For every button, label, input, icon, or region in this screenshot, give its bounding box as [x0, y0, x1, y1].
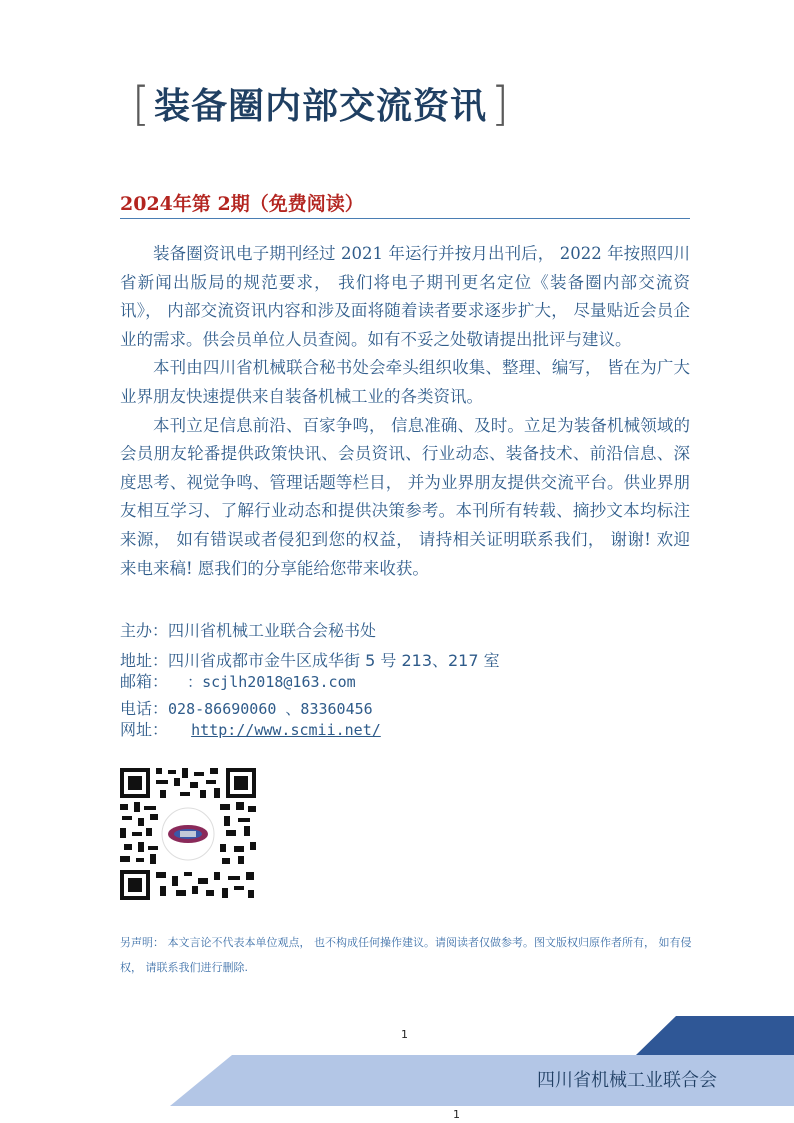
phone-label: 电话：	[120, 699, 169, 718]
email-value[interactable]: ：scjlh2018@163.com	[187, 673, 356, 691]
intro-body	[120, 240, 690, 583]
contact-address	[120, 648, 500, 671]
footer-organization: 四川省机械工业联合会	[537, 1070, 717, 1091]
masthead-close-bracket: ]	[490, 76, 509, 131]
qr-code-icon	[120, 768, 256, 900]
email-label: 邮箱：	[120, 672, 169, 691]
masthead-open-bracket: [	[132, 76, 150, 131]
intro-paragraph: 本刊由四川省机械联合秘书处会牵头组织收集、整理、编写， 皆在为广大业界朋友快速提供来自装备机械工业的各类资讯。	[120, 358, 690, 406]
contact-email	[120, 669, 356, 692]
contact-host	[120, 618, 376, 641]
contact-phone	[120, 696, 373, 719]
intro-paragraph: 本刊立足信息前沿、百家争鸣， 信息准确、及时。立足为装备机械领域的会员朋友轮番提供政策快讯、会员资讯、行业动态、装备技术、前沿信息、深度思考、视觉争鸣、管理话题等栏目， 并为业界朋友提供交流平台。供业界朋友相互学习、了解行业动态和提供决策参考。本刊所有转载、摘抄文本均标注来源， 如有错误或者侵犯到您的权益， 请持相关证明联系我们， 谢谢! 欢迎来电来稿! 愿我们的分享能给您带来收获。	[120, 415, 690, 578]
issue-heading	[120, 189, 690, 219]
phone-value: 028-86690060 、83360456	[168, 700, 373, 718]
website-link[interactable]: http://www.scmii.net/	[191, 721, 381, 739]
contact-website	[120, 717, 381, 740]
host-value: 四川省机械工业联合会秘书处	[168, 621, 377, 640]
host-label: 主办：	[120, 621, 169, 640]
address-value: 四川省成都市金牛区成华街 5 号 213、217 室	[168, 651, 500, 670]
disclaimer: 另声明： 本文言论不代表本单位观点， 也不构成任何操作建议。请阅读者仅做参考。图文版权归原作者所有， 如有侵权， 请联系我们进行删除.	[120, 936, 692, 974]
address-label: 地址：	[120, 651, 169, 670]
intro-paragraph: 装备圈资讯电子期刊经过 2021 年运行并按月出刊后， 2022 年按照四川省新闻出版局的规范要求， 我们将电子期刊更名定位《装备圈内部交流资讯》， 内部交流资讯内容和涉及面将随着读者要求逐步扩大， 尽量贴近会员企业的需求。供会员单位人员查阅。如有不妥之处敬请提出批评与建议。	[120, 244, 690, 349]
website-label: 网址：	[120, 720, 169, 739]
page-number-top: 1	[401, 1028, 408, 1041]
masthead	[132, 78, 509, 129]
issue-label: 2024年第 2期（免费阅读）	[120, 193, 364, 215]
masthead-title: 装备圈内部交流资讯	[153, 86, 487, 127]
page-number-bottom: 1	[453, 1108, 460, 1121]
